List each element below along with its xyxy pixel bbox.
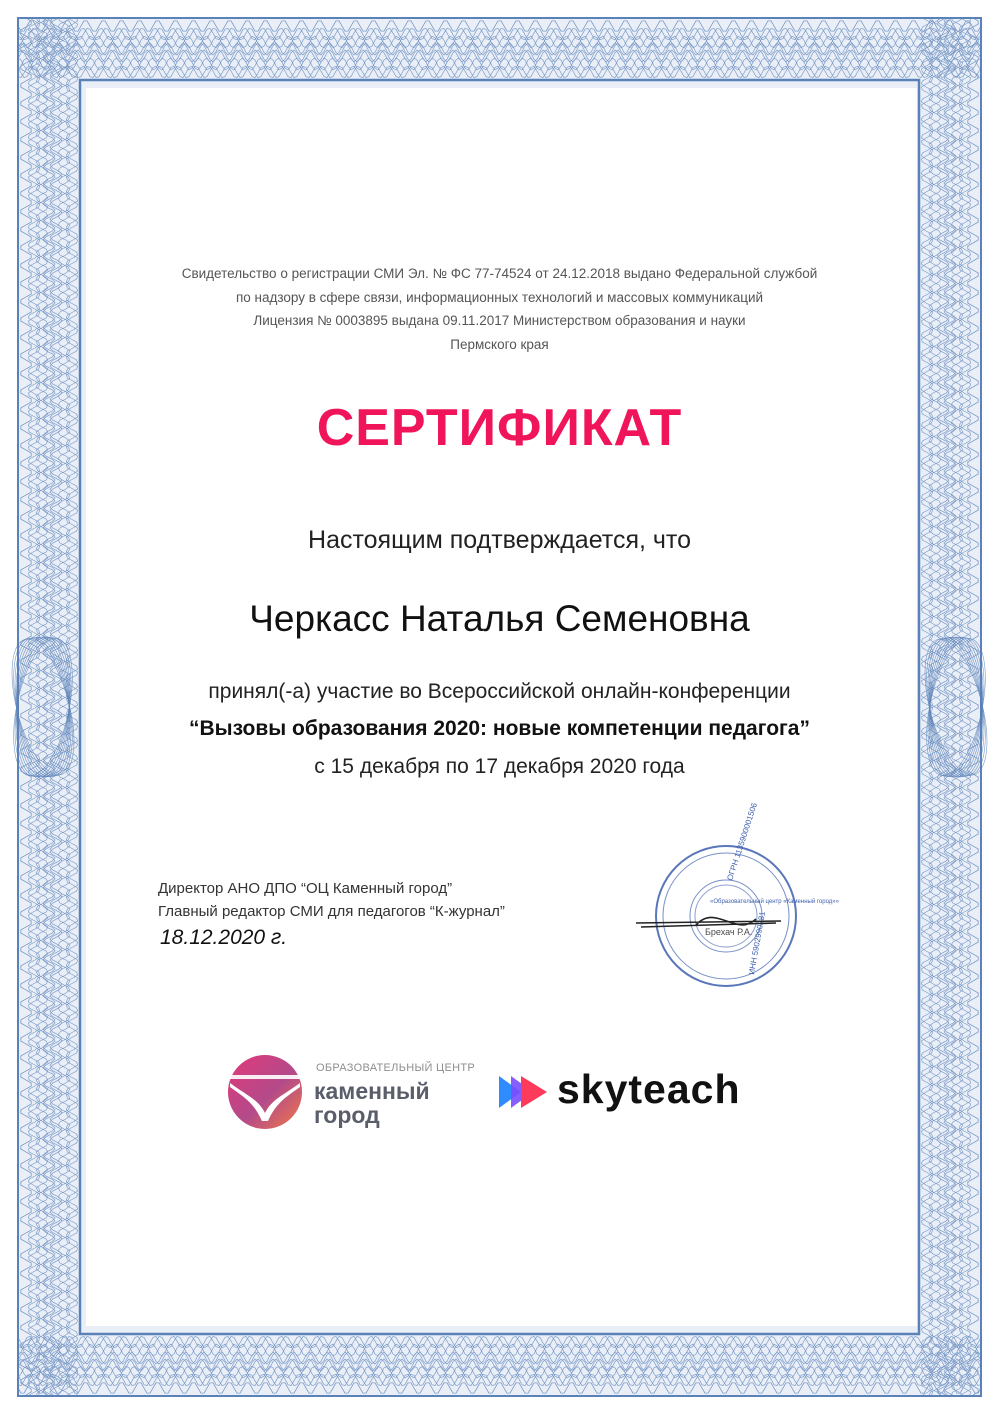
signer-title-1: Директор АНО ДПО “ОЦ Каменный город” bbox=[158, 880, 453, 897]
stamp-ogrn: ОГРН 1135900001506 bbox=[725, 801, 759, 882]
registration-line-1: Свидетельство о регистрации СМИ Эл. № ФС 77-74524 от 24.12.2018 выдано Федеральной службой bbox=[181, 266, 818, 281]
stamp-center: «Образовательный центр «Каменный город»» bbox=[710, 899, 839, 905]
skyteach-play-icon bbox=[499, 1074, 551, 1110]
skyteach-wordmark: skyteach bbox=[557, 1066, 741, 1112]
conference-title: “Вызовы образования 2020: новые компетенции педагога” bbox=[189, 717, 810, 740]
registration-line-4: Пермского края bbox=[450, 336, 549, 352]
stamp-signer: Брехач Р.А. bbox=[705, 927, 753, 937]
confirm-text: Настоящим подтверждается, что bbox=[308, 526, 691, 554]
signer-title-2: Главный редактор СМИ для педагогов “К-журнал” bbox=[158, 903, 505, 920]
registration-line-2: по надзору в сфере связи, информационных технологий и массовых коммуникаций bbox=[235, 289, 764, 305]
issue-date: 18.12.2020 г. bbox=[160, 926, 288, 949]
participation-line-1: принял(-а) участие во Всероссийской онлайн-конференции bbox=[208, 680, 791, 703]
kamenny-word-2: город bbox=[314, 1102, 380, 1128]
kamenny-word-1: каменный bbox=[314, 1078, 430, 1104]
certificate-title: СЕРТИФИКАТ bbox=[316, 399, 683, 457]
recipient-name: Черкасс Наталья Семеновна bbox=[249, 598, 750, 639]
registration-info bbox=[0, 262, 999, 356]
official-stamp bbox=[636, 801, 839, 993]
participation-dates: с 15 декабря по 17 декабря 2020 года bbox=[314, 755, 685, 778]
signature-block bbox=[158, 877, 505, 923]
kamenny-caption: ОБРАЗОВАТЕЛЬНЫЙ ЦЕНТР bbox=[316, 1062, 476, 1074]
registration-line-3: Лицензия № 0003895 выдана 09.11.2017 Министерством образования и науки bbox=[253, 313, 746, 328]
stamp-inn: ИНН 5902990281 bbox=[747, 910, 768, 976]
